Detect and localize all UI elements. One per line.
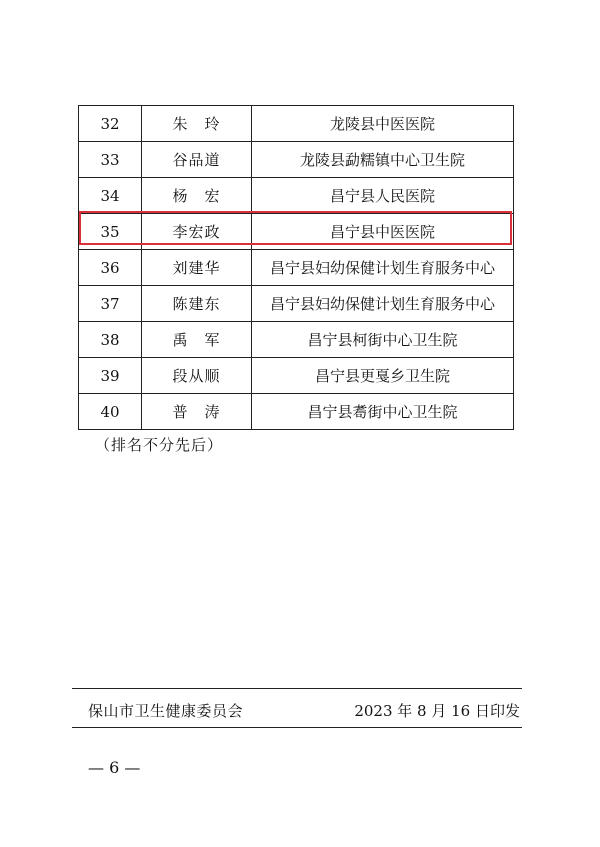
table-row: [79, 178, 514, 214]
organization: 龙陵县中医医院: [252, 106, 514, 142]
row-number: 38: [79, 322, 142, 358]
row-number: 36: [79, 250, 142, 286]
row-number: 34: [79, 178, 142, 214]
table-row: [79, 394, 514, 430]
person-name: 陈建东: [142, 286, 252, 322]
organization: 昌宁县耈街中心卫生院: [252, 394, 514, 430]
organization: 昌宁县人民医院: [252, 178, 514, 214]
table-row-highlighted: [79, 214, 514, 250]
row-number: 39: [79, 358, 142, 394]
row-number: 35: [79, 214, 142, 250]
table-row: [79, 322, 514, 358]
organization: 昌宁县妇幼保健计划生育服务中心: [252, 286, 514, 322]
table-row: [79, 250, 514, 286]
name-list-table: [78, 105, 514, 430]
row-number: 33: [79, 142, 142, 178]
footer-divider-bottom: [72, 727, 522, 728]
person-name: 刘建华: [142, 250, 252, 286]
person-name: 禹 军: [142, 322, 252, 358]
organization: 昌宁县中医医院: [252, 214, 514, 250]
organization: 昌宁县妇幼保健计划生育服务中心: [252, 250, 514, 286]
person-name: 普 涛: [142, 394, 252, 430]
footer-divider-top: [72, 688, 522, 689]
person-name: 谷品道: [142, 142, 252, 178]
table-row: [79, 286, 514, 322]
person-name: 朱 玲: [142, 106, 252, 142]
row-number: 40: [79, 394, 142, 430]
table-row: [79, 106, 514, 142]
organization: 龙陵县勐糯镇中心卫生院: [252, 142, 514, 178]
person-name: 李宏政: [142, 214, 252, 250]
organization: 昌宁县柯街中心卫生院: [252, 322, 514, 358]
issue-date: 2023 年 8 月 16 日印发: [354, 702, 520, 720]
table-row: [79, 142, 514, 178]
issuing-authority: 保山市卫生健康委员会: [88, 702, 244, 720]
row-number: 37: [79, 286, 142, 322]
ranking-note: （排名不分先后）: [95, 436, 224, 454]
organization: 昌宁县更戛乡卫生院: [252, 358, 514, 394]
table-row: [79, 358, 514, 394]
row-number: 32: [79, 106, 142, 142]
person-name: 段从顺: [142, 358, 252, 394]
person-name: 杨 宏: [142, 178, 252, 214]
page-number: — 6 —: [88, 758, 141, 777]
